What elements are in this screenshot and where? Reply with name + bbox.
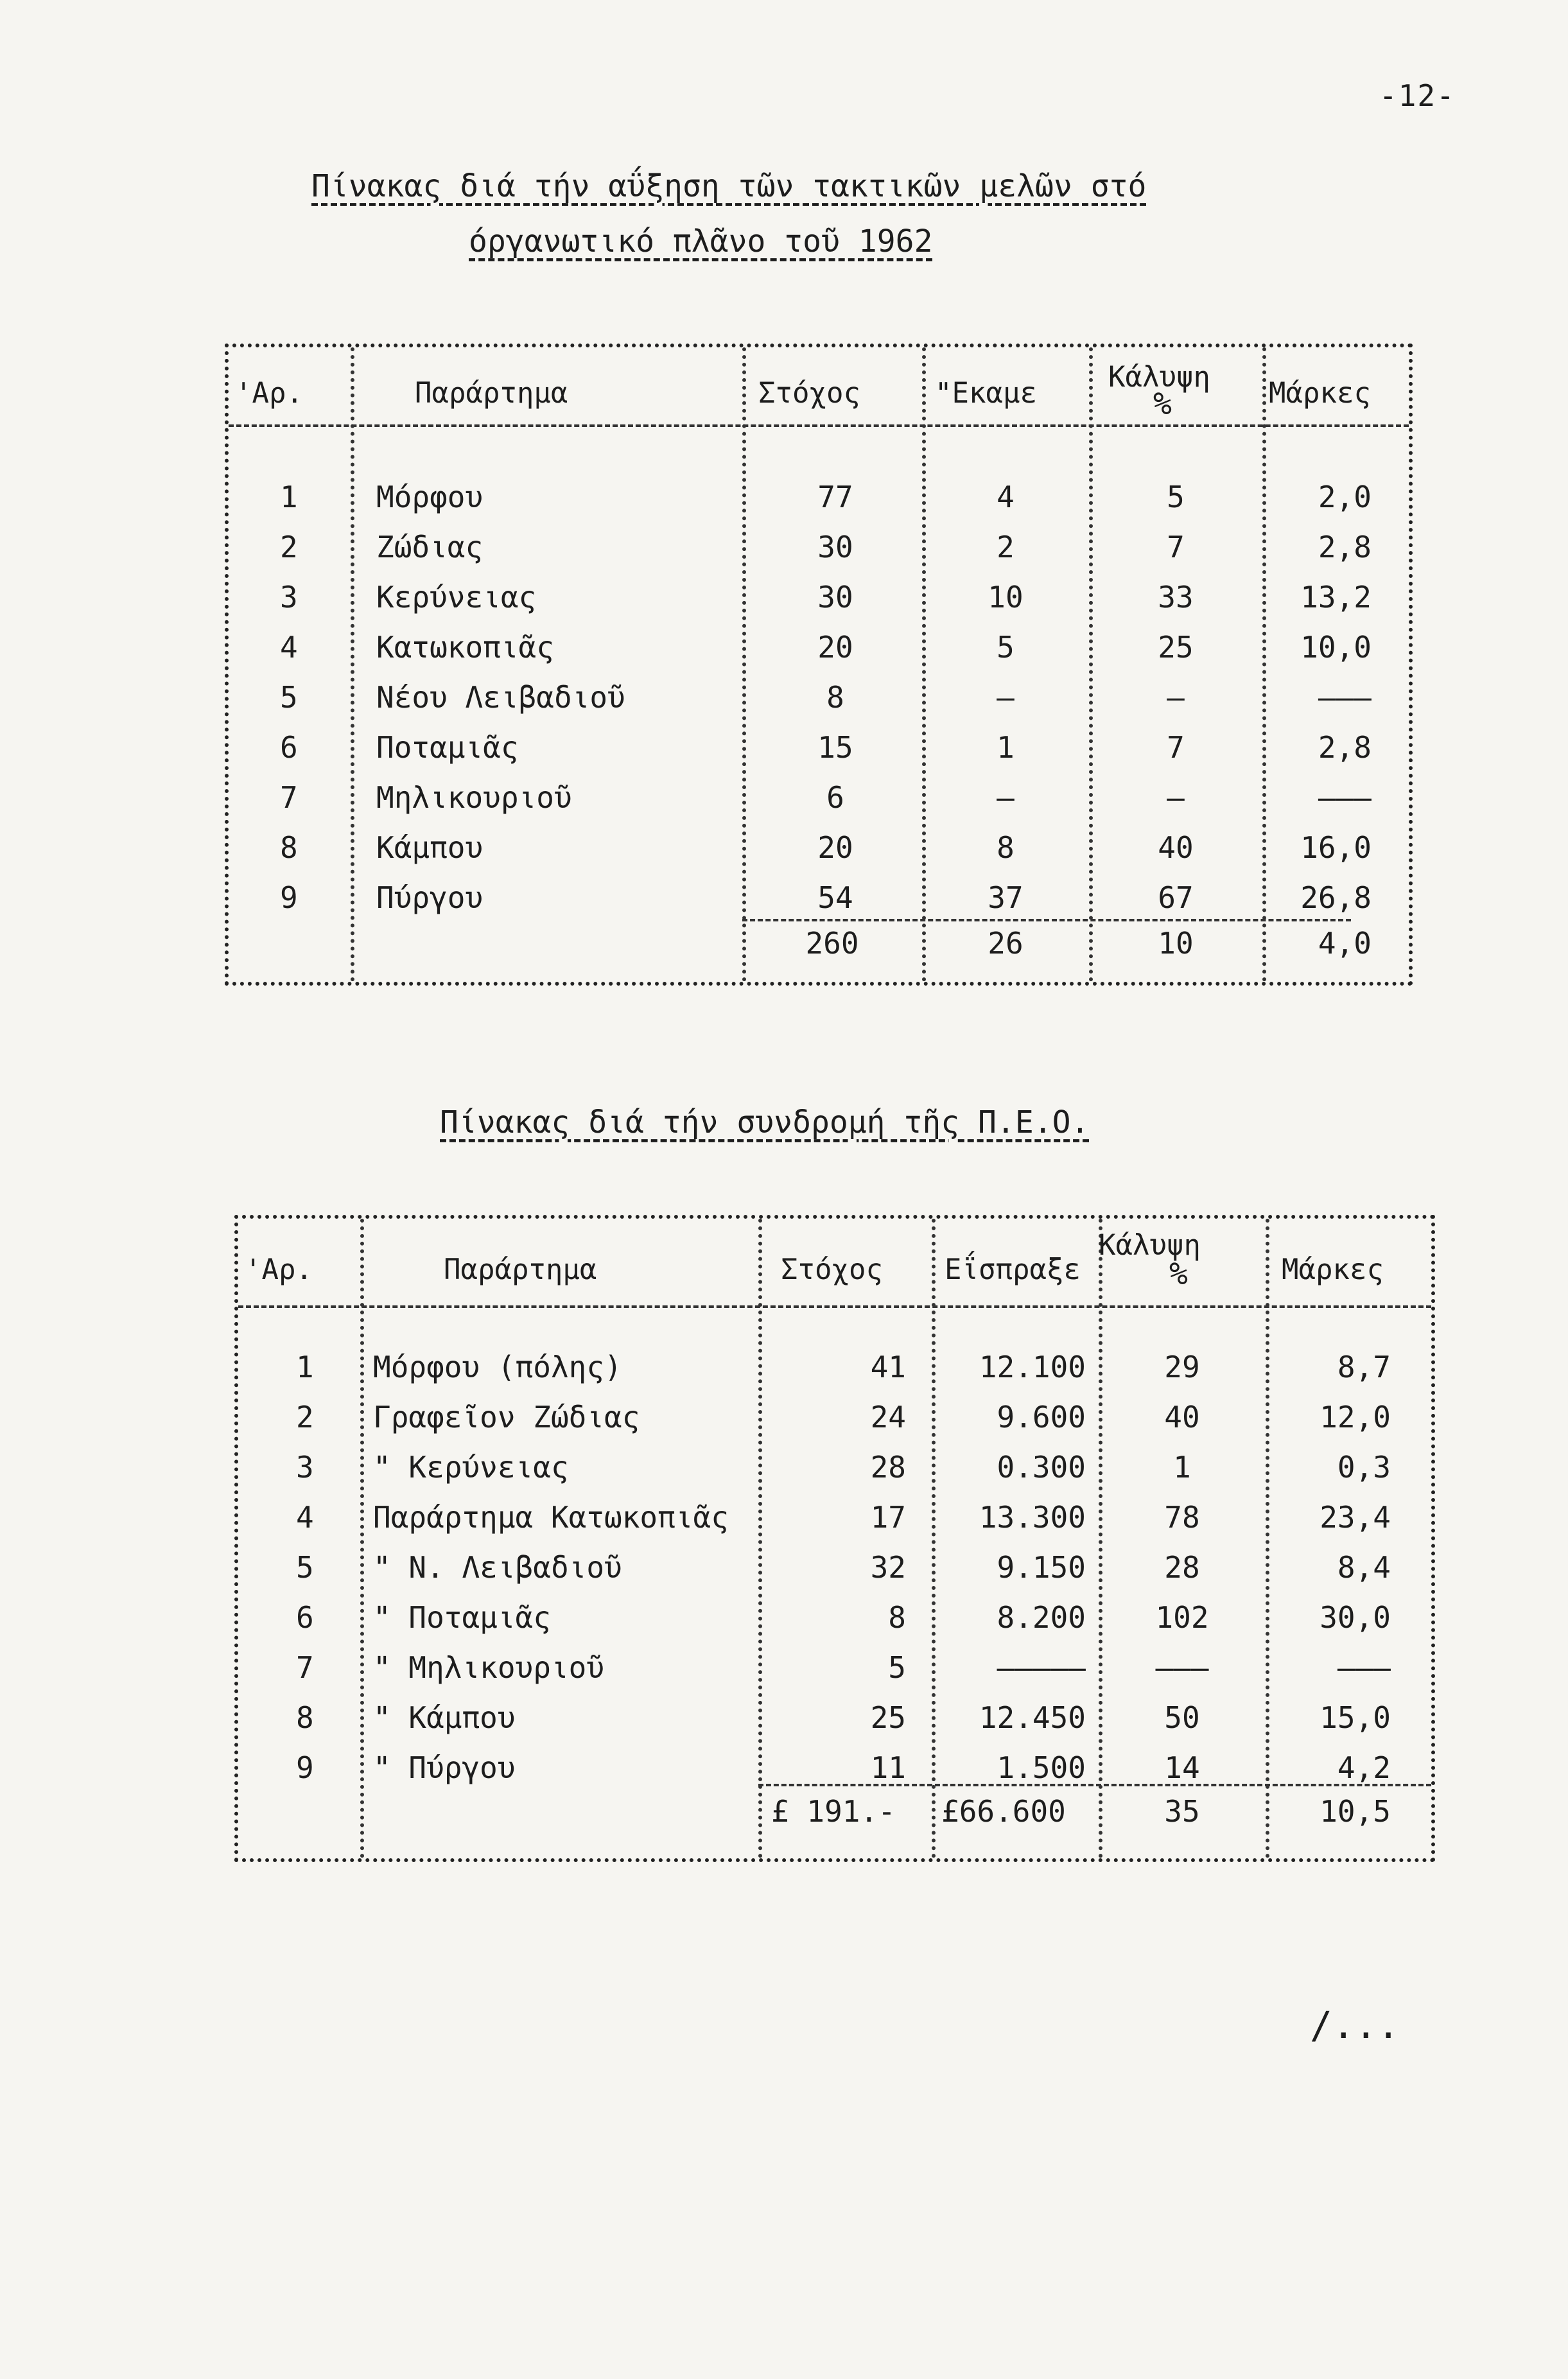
cell-coverage: 102 [1155, 1600, 1209, 1635]
cell-no: 6 [296, 1600, 314, 1635]
header-done: "Εκαμε [935, 377, 1037, 410]
cell-coverage: 78 [1164, 1500, 1200, 1535]
cell-branch: Ζώδιας [376, 530, 483, 564]
cell-marks: 2,0 [1318, 480, 1372, 514]
cell-no: 2 [296, 1400, 314, 1434]
cell-target: 15 [817, 730, 853, 765]
cell-done: 8 [997, 830, 1015, 865]
cell-done: 5 [997, 630, 1015, 665]
cell-no: 1 [296, 1350, 314, 1384]
cell-target: 77 [817, 480, 853, 514]
table1-title-line2: όργανωτικό πλᾶνο τοῦ 1962 [469, 223, 933, 259]
cell-branch: " Κάμπου [373, 1700, 516, 1735]
cell-coverage: 40 [1164, 1400, 1200, 1434]
cell-branch: " Κερύνειας [373, 1450, 569, 1485]
cell-collected: 1.500 [997, 1750, 1086, 1785]
cell-no: 8 [280, 830, 298, 865]
header-branch: Παράρτημα [444, 1253, 597, 1286]
total-coverage: 35 [1164, 1794, 1200, 1829]
cell-branch: Ποταμιᾶς [376, 730, 519, 765]
table1-title-line1: Πίνακας διά τήν αΰξηση τῶν τακτικῶν μελῶν στό [311, 168, 1147, 204]
cell-coverage: 7 [1167, 530, 1185, 564]
cell-coverage: 50 [1164, 1700, 1200, 1735]
cell-target: 32 [870, 1550, 906, 1585]
cell-target: 8 [888, 1600, 906, 1635]
cell-coverage: — [1167, 680, 1185, 715]
cell-no: 1 [280, 480, 298, 514]
cell-done: 4 [997, 480, 1015, 514]
cell-done: 10 [988, 580, 1024, 614]
cell-done: — [997, 780, 1015, 815]
cell-no: 5 [296, 1550, 314, 1585]
cell-coverage: 5 [1167, 480, 1185, 514]
cell-marks: 2,8 [1318, 530, 1372, 564]
cell-target: 17 [870, 1500, 906, 1535]
cell-branch: Παράρτημα Κατωκοπιᾶς [373, 1500, 729, 1535]
total-done: 26 [988, 926, 1024, 961]
table2-title: Πίνακας διά τήν συνδρομή τῆς Π.Ε.Ο. [440, 1104, 1090, 1140]
total-coverage: 10 [1158, 926, 1194, 961]
cell-marks: 23,4 [1320, 1500, 1391, 1535]
cell-collected: 9.600 [997, 1400, 1086, 1434]
cell-no: 9 [296, 1750, 314, 1785]
cell-collected: 0.300 [997, 1450, 1086, 1485]
cell-branch: Γραφεῖον Ζώδιας [373, 1400, 640, 1434]
page-number: -12- [1379, 78, 1456, 113]
total-marks: 4,0 [1318, 926, 1372, 961]
cell-no: 2 [280, 530, 298, 564]
cell-branch: " Ν. Λειβαδιοῦ [373, 1550, 622, 1585]
total-target: £ 191.- [771, 1794, 896, 1829]
cell-marks: 30,0 [1320, 1600, 1391, 1635]
cell-no: 4 [296, 1500, 314, 1535]
cell-coverage: — [1167, 780, 1185, 815]
cell-collected: 12.450 [979, 1700, 1086, 1735]
cell-marks: ——— [1337, 1650, 1391, 1685]
cell-branch: Κατωκοπιᾶς [376, 630, 554, 665]
cell-target: 30 [817, 580, 853, 614]
header-target: Στόχος [781, 1253, 883, 1286]
header-coverage: Κάλυψη [1099, 1229, 1201, 1262]
cell-coverage: ——— [1155, 1650, 1209, 1685]
header-marks: Μάρκες [1269, 377, 1371, 410]
cell-coverage: 25 [1158, 630, 1194, 665]
cell-marks: ——— [1318, 680, 1372, 715]
cell-coverage: 1 [1173, 1450, 1191, 1485]
header-no: 'Αρ. [245, 1253, 313, 1286]
header-collected: Εΐσπραξε [945, 1253, 1081, 1286]
cell-target: 20 [817, 830, 853, 865]
cell-no: 3 [280, 580, 298, 614]
continuation-mark: /... [1310, 2003, 1400, 2047]
cell-collected: 8.200 [997, 1600, 1086, 1635]
cell-no: 7 [296, 1650, 314, 1685]
header-percent: % [1153, 386, 1172, 422]
cell-no: 4 [280, 630, 298, 665]
cell-no: 3 [296, 1450, 314, 1485]
cell-marks: 15,0 [1320, 1700, 1391, 1735]
cell-marks: 16,0 [1300, 830, 1372, 865]
header-coverage: Κάλυψη [1108, 361, 1210, 394]
cell-coverage: 28 [1164, 1550, 1200, 1585]
cell-target: 5 [888, 1650, 906, 1685]
cell-marks: 10,0 [1300, 630, 1372, 665]
cell-coverage: 14 [1164, 1750, 1200, 1785]
cell-target: 30 [817, 530, 853, 564]
cell-collected: ————— [997, 1650, 1086, 1685]
cell-no: 6 [280, 730, 298, 765]
cell-target: 20 [817, 630, 853, 665]
cell-target: 28 [870, 1450, 906, 1485]
cell-branch: Μηλικουριοῦ [376, 780, 572, 815]
cell-branch: Μόρφου [376, 480, 483, 514]
cell-branch: " Μηλικουριοῦ [373, 1650, 605, 1685]
header-target: Στόχος [758, 377, 860, 410]
cell-coverage: 7 [1167, 730, 1185, 765]
cell-marks: 12,0 [1320, 1400, 1391, 1434]
header-percent: % [1169, 1256, 1188, 1292]
cell-marks: 8,4 [1337, 1550, 1391, 1585]
header-branch: Παράρτημα [415, 377, 568, 410]
total-target: 260 [805, 926, 859, 961]
cell-done: 2 [997, 530, 1015, 564]
cell-target: 6 [826, 780, 844, 815]
cell-no: 7 [280, 780, 298, 815]
cell-branch: Νέου Λειβαδιοῦ [376, 680, 625, 715]
cell-marks: 26,8 [1300, 880, 1372, 915]
cell-marks: ——— [1318, 780, 1372, 815]
cell-marks: 4,2 [1337, 1750, 1391, 1785]
cell-target: 8 [826, 680, 844, 715]
cell-branch: Κερύνειας [376, 580, 537, 614]
cell-collected: 13.300 [979, 1500, 1086, 1535]
cell-coverage: 40 [1158, 830, 1194, 865]
cell-coverage: 33 [1158, 580, 1194, 614]
header-no: 'Αρ. [235, 377, 303, 410]
cell-no: 5 [280, 680, 298, 715]
cell-branch: Πύργου [376, 880, 483, 915]
cell-done: 37 [988, 880, 1024, 915]
cell-marks: 2,8 [1318, 730, 1372, 765]
cell-target: 25 [870, 1700, 906, 1735]
cell-marks: 8,7 [1337, 1350, 1391, 1384]
cell-target: 41 [870, 1350, 906, 1384]
cell-branch: Μόρφου (πόλης) [373, 1350, 622, 1384]
cell-coverage: 67 [1158, 880, 1194, 915]
cell-branch: Κάμπου [376, 830, 483, 865]
cell-coverage: 29 [1164, 1350, 1200, 1384]
total-marks: 10,5 [1320, 1794, 1391, 1829]
cell-target: 11 [870, 1750, 906, 1785]
cell-no: 9 [280, 880, 298, 915]
cell-done: 1 [997, 730, 1015, 765]
cell-collected: 9.150 [997, 1550, 1086, 1585]
cell-target: 24 [870, 1400, 906, 1434]
cell-no: 8 [296, 1700, 314, 1735]
organizational-plan-table [225, 344, 1413, 986]
cell-marks: 0,3 [1337, 1450, 1391, 1485]
header-marks: Μάρκες [1282, 1253, 1384, 1286]
cell-marks: 13,2 [1300, 580, 1372, 614]
cell-branch: " Ποταμιᾶς [373, 1600, 551, 1635]
cell-collected: 12.100 [979, 1350, 1086, 1384]
cell-branch: " Πύργου [373, 1750, 516, 1785]
peo-subscription-table [234, 1215, 1435, 1862]
cell-done: — [997, 680, 1015, 715]
total-collected: £66.600 [941, 1794, 1066, 1829]
cell-target: 54 [817, 880, 853, 915]
